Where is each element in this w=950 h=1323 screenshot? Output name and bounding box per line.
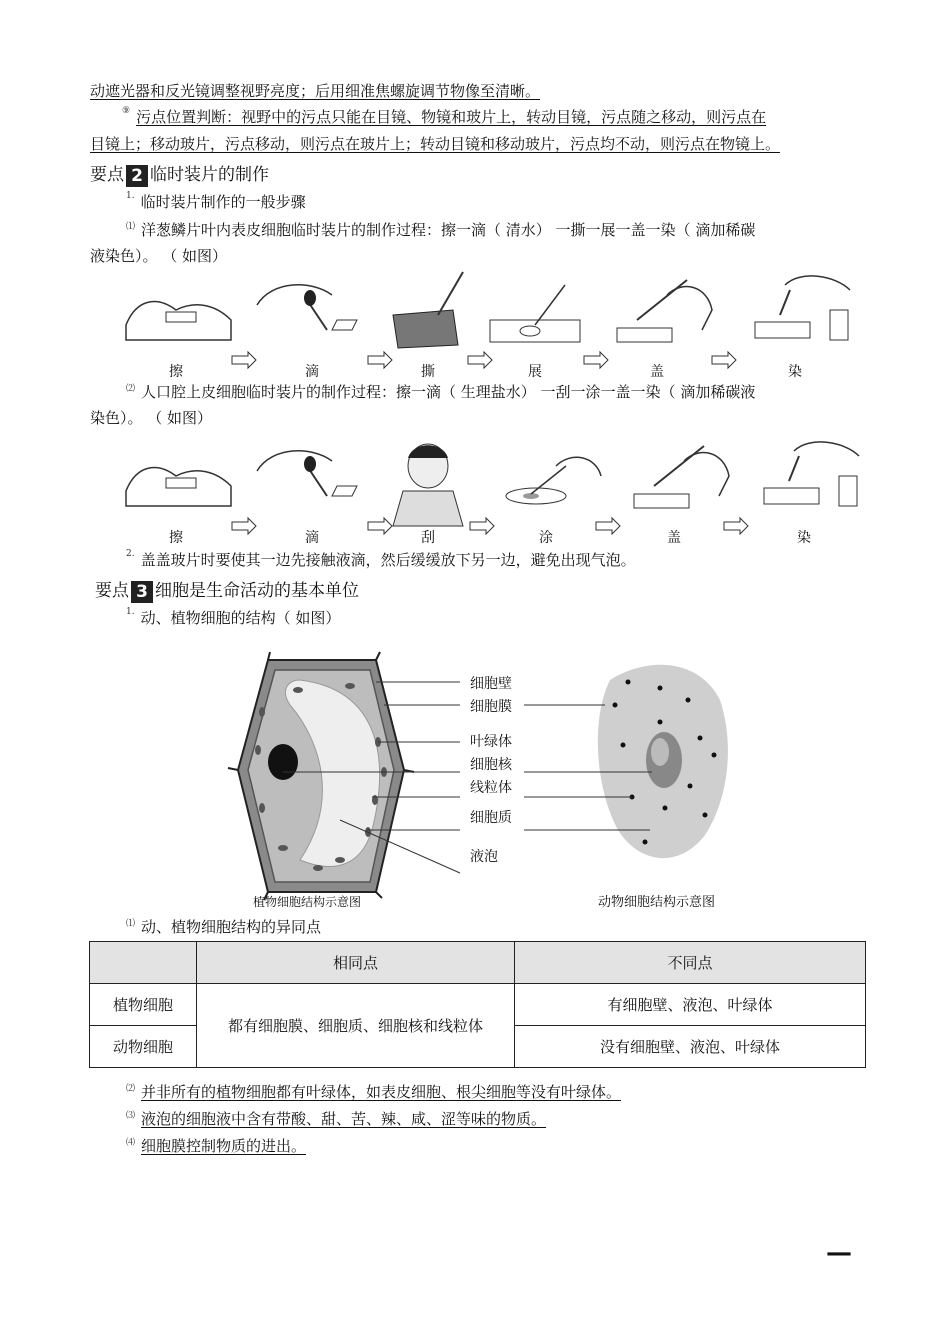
table-header-cell: 不同点 [515,942,866,984]
plant-cell-caption: 植物细胞结构示意图 [253,895,362,909]
item-text: 临时装片制作的一般步骤 [140,193,306,211]
label-cell-membrane: 细胞膜 [470,699,512,715]
section-prefix: 要点 [95,581,129,601]
label-chloroplast: 叶绿体 [470,734,512,750]
animal-cell-diagram [524,665,728,858]
paragraph [126,916,321,937]
table-header-cell: 相同点 [197,942,515,984]
paragraph-text: 动、植物细胞结构的异同点 [141,918,322,936]
item-number: ⑴ [126,222,136,232]
step-label: 涂 [539,530,553,546]
label-cytoplasm: 细胞质 [470,810,512,826]
table-row [90,984,866,1026]
label-vacuole: 液泡 [470,849,498,865]
label-mitochondria: 线粒体 [470,780,512,796]
table-header-cell [90,942,197,984]
text-line: 目镜上；移动玻片，污点移动，则污点在玻片上；转动目镜和移动玻片，污点均不动，则污点在物镜上。 [90,135,781,153]
comparison-table [89,941,866,1068]
paragraph-cont: 染色）。 （ 如图） [90,409,213,427]
step-label: 滴 [305,530,319,546]
paragraph-text: 并非所有的植物细胞都有叶绿体，如表皮细胞、根尖细胞等没有叶绿体。 [141,1083,622,1101]
plant-cell-diagram [228,652,460,900]
item-number: ⑴ [126,919,136,929]
label-nucleus: 细胞核 [470,757,512,773]
item-text: 盖盖玻片时要使其一边先接触液滴，然后缓缓放下另一边，避免出现气泡。 [140,551,636,569]
step-label: 盖 [667,530,681,546]
page-mark: — [826,1238,852,1268]
item-number: ⑵ [126,384,136,394]
table-cell-name: 植物细胞 [90,984,197,1026]
step-label: 滴 [305,364,319,380]
step-label: 展 [528,364,542,380]
table-cell-diff: 没有细胞壁、液泡、叶绿体 [515,1026,866,1068]
text-line: 动遮光器和反光镜调整视野亮度；后用细准焦螺旋调节物像至清晰。 [90,82,541,100]
item-number: ⑨ [122,106,131,116]
animal-cell-caption: 动物细胞结构示意图 [598,895,716,910]
step-label: 擦 [169,530,183,546]
item-text: 动、植物细胞的结构（ 如图） [140,609,341,627]
paragraph-text: 人口腔上皮细胞临时装片的制作过程：擦一滴（ 生理盐水） 一刮一涂一盖一染（ 滴加稀碳液 [141,383,756,401]
paragraph [126,1081,621,1102]
table-cell-same: 都有细胞膜、细胞质、细胞核和线粒体 [197,984,515,1068]
step-label: 染 [797,530,811,546]
paragraph [126,1108,546,1129]
section-title: 细胞是生命活动的基本单位 [155,581,359,601]
item-number: 1. [126,607,135,617]
step-label: 擦 [169,364,183,380]
step-label: 染 [788,364,802,380]
table-header-row [90,942,866,984]
label-cell-wall: 细胞壁 [470,676,512,692]
step-label: 撕 [421,364,435,380]
item-number: ⑷ [126,1138,136,1148]
item-number: 2. [126,549,135,559]
section-title: 临时装片的制作 [150,165,269,185]
paragraph-text: 洋葱鳞片叶内表皮细胞临时装片的制作过程：擦一滴（ 清水） 一撕一展一盖一染（ 滴加稀碳 [141,221,756,239]
paragraph-text: 细胞膜控制物质的进出。 [141,1137,307,1155]
paragraph-text: 液泡的细胞液中含有带酸、甜、苦、辣、咸、涩等味的物质。 [141,1110,547,1128]
table-cell-diff: 有细胞壁、液泡、叶绿体 [515,984,866,1026]
item-number: ⑵ [126,1084,136,1094]
section-number-badge: 3 [131,581,153,603]
paragraph [126,1135,306,1156]
step-label: 盖 [650,364,664,380]
paragraph-cont: 液染色）。 （ 如图） [90,247,228,265]
step-label: 刮 [421,530,435,546]
section-number-badge: 2 [126,165,148,187]
text: 污点位置判断：视野中的污点只能在目镜、物镜和玻片上，转动目镜，污点随之移动，则污点在 [136,108,767,126]
table-cell-name: 动物细胞 [90,1026,197,1068]
section-prefix: 要点 [90,165,124,185]
item-number: 1. [126,191,135,201]
item-number: ⑶ [126,1111,136,1121]
